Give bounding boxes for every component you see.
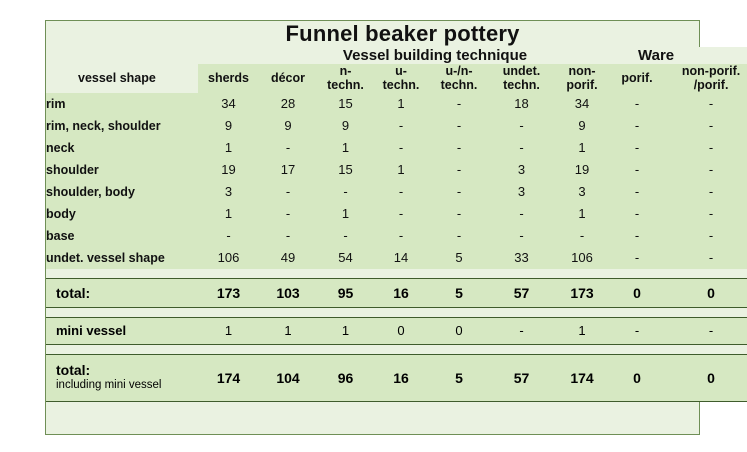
cell-shoulder-decor: 17 — [259, 159, 317, 181]
column-header-porif: porif. — [611, 64, 663, 93]
group-header-vessel-building-technique: Vessel building technique — [317, 47, 553, 64]
grand-un-techn: 5 — [428, 354, 490, 401]
cell-sb-sherds: 3 — [198, 181, 259, 203]
mini-porif: - — [611, 317, 663, 344]
cell-sb-un-techn: - — [428, 181, 490, 203]
cell-undet-undet-techn: 33 — [490, 247, 553, 269]
cell-rim-non-porif: 34 — [553, 93, 611, 115]
cell-rim-u-techn: 1 — [374, 93, 428, 115]
cell-undet-sherds: 106 — [198, 247, 259, 269]
cell-sb-decor: - — [259, 181, 317, 203]
table-row — [46, 93, 747, 115]
grand-decor: 104 — [259, 354, 317, 401]
cell-neck-un-techn: - — [428, 137, 490, 159]
grand-total-row — [46, 354, 747, 401]
column-header-row — [46, 64, 747, 93]
cell-sb-porif: - — [611, 181, 663, 203]
mini-vessel-row — [46, 317, 747, 344]
cell-base-un-techn: - — [428, 225, 490, 247]
cell-base-n-techn: - — [317, 225, 374, 247]
mini-vessel-label: mini vessel — [46, 317, 198, 344]
cell-rim-decor: 28 — [259, 93, 317, 115]
cell-undet-porif: - — [611, 247, 663, 269]
row-label-shoulder: shoulder — [46, 159, 198, 181]
mini-sherds: 1 — [198, 317, 259, 344]
cell-shoulder-undet-techn: 3 — [490, 159, 553, 181]
cell-neck-n-techn: 1 — [317, 137, 374, 159]
cell-base-non-porif-porif: - — [663, 225, 747, 247]
pottery-table-frame — [45, 20, 741, 435]
grand-undet-techn: 57 — [490, 354, 553, 401]
cell-base-non-porif: - — [553, 225, 611, 247]
group-header-ware: Ware — [553, 47, 747, 64]
cell-body-non-porif-porif: - — [663, 203, 747, 225]
cell-rns-porif: - — [611, 115, 663, 137]
cell-undet-non-porif-porif: - — [663, 247, 747, 269]
grand-non-porif-porif: 0 — [663, 354, 747, 401]
grand-total-label-sub: including mini vessel — [56, 378, 162, 391]
cell-neck-undet-techn: - — [490, 137, 553, 159]
group-header-spacer — [46, 47, 198, 64]
column-header-undet-techn: undet. techn. — [490, 64, 553, 93]
total-sherds: 173 — [198, 278, 259, 307]
cell-base-decor: - — [259, 225, 317, 247]
total-porif: 0 — [611, 278, 663, 307]
spacer-row-3 — [46, 344, 747, 354]
grand-non-porif: 174 — [553, 354, 611, 401]
cell-body-non-porif: 1 — [553, 203, 611, 225]
row-label-neck: neck — [46, 137, 198, 159]
total-row — [46, 278, 747, 307]
cell-rim-n-techn: 15 — [317, 93, 374, 115]
total-un-techn: 5 — [428, 278, 490, 307]
cell-body-un-techn: - — [428, 203, 490, 225]
cell-neck-decor: - — [259, 137, 317, 159]
row-label-body: body — [46, 203, 198, 225]
pottery-table — [46, 21, 747, 402]
table-row — [46, 247, 747, 269]
cell-sb-u-techn: - — [374, 181, 428, 203]
cell-rns-non-porif: 9 — [553, 115, 611, 137]
mini-u-techn: 0 — [374, 317, 428, 344]
total-decor: 103 — [259, 278, 317, 307]
total-non-porif: 173 — [553, 278, 611, 307]
mini-non-porif: 1 — [553, 317, 611, 344]
total-non-porif-porif: 0 — [663, 278, 747, 307]
cell-rns-un-techn: - — [428, 115, 490, 137]
total-row-label: total: — [46, 278, 198, 307]
cell-body-sherds: 1 — [198, 203, 259, 225]
title-row — [46, 21, 747, 47]
cell-base-sherds: - — [198, 225, 259, 247]
grand-sherds: 174 — [198, 354, 259, 401]
column-header-non-porif: non- porif. — [553, 64, 611, 93]
row-label-base: base — [46, 225, 198, 247]
mini-un-techn: 0 — [428, 317, 490, 344]
row-label-shoulder-body: shoulder, body — [46, 181, 198, 203]
column-header-vessel-shape: vessel shape — [46, 64, 198, 93]
row-label-rim-neck-shoulder: rim, neck, shoulder — [46, 115, 198, 137]
cell-sb-non-porif: 3 — [553, 181, 611, 203]
spacer-cell — [46, 269, 747, 279]
cell-body-u-techn: - — [374, 203, 428, 225]
cell-body-porif: - — [611, 203, 663, 225]
group-header-spacer-3 — [259, 47, 317, 64]
cell-base-u-techn: - — [374, 225, 428, 247]
cell-rns-undet-techn: - — [490, 115, 553, 137]
mini-non-porif-porif: - — [663, 317, 747, 344]
group-header-row — [46, 47, 747, 64]
cell-neck-non-porif-porif: - — [663, 137, 747, 159]
cell-base-undet-techn: - — [490, 225, 553, 247]
cell-body-decor: - — [259, 203, 317, 225]
cell-sb-non-porif-porif: - — [663, 181, 747, 203]
table-row — [46, 115, 747, 137]
cell-rim-non-porif-porif: - — [663, 93, 747, 115]
cell-body-n-techn: 1 — [317, 203, 374, 225]
cell-shoulder-n-techn: 15 — [317, 159, 374, 181]
cell-rns-u-techn: - — [374, 115, 428, 137]
column-header-u-n-techn: u-/n- techn. — [428, 64, 490, 93]
cell-rim-undet-techn: 18 — [490, 93, 553, 115]
grand-total-label-main: total: — [56, 362, 91, 379]
total-n-techn: 95 — [317, 278, 374, 307]
spacer-cell-2 — [46, 307, 747, 317]
cell-undet-decor: 49 — [259, 247, 317, 269]
cell-rns-non-porif-porif: - — [663, 115, 747, 137]
group-header-spacer-2 — [198, 47, 259, 64]
mini-decor: 1 — [259, 317, 317, 344]
cell-rns-sherds: 9 — [198, 115, 259, 137]
table-row — [46, 181, 747, 203]
cell-shoulder-porif: - — [611, 159, 663, 181]
cell-shoulder-un-techn: - — [428, 159, 490, 181]
cell-neck-sherds: 1 — [198, 137, 259, 159]
column-header-u-techn: u- techn. — [374, 64, 428, 93]
table-row — [46, 203, 747, 225]
cell-undet-non-porif: 106 — [553, 247, 611, 269]
cell-undet-n-techn: 54 — [317, 247, 374, 269]
grand-n-techn: 96 — [317, 354, 374, 401]
column-header-n-techn: n- techn. — [317, 64, 374, 93]
cell-undet-un-techn: 5 — [428, 247, 490, 269]
cell-base-porif: - — [611, 225, 663, 247]
cell-shoulder-non-porif: 19 — [553, 159, 611, 181]
total-u-techn: 16 — [374, 278, 428, 307]
spacer-row-2 — [46, 307, 747, 317]
mini-undet-techn: - — [490, 317, 553, 344]
cell-neck-u-techn: - — [374, 137, 428, 159]
cell-rns-n-techn: 9 — [317, 115, 374, 137]
cell-shoulder-u-techn: 1 — [374, 159, 428, 181]
cell-neck-non-porif: 1 — [553, 137, 611, 159]
column-header-non-porif-porif: non-porif. /porif. — [663, 64, 747, 93]
mini-n-techn: 1 — [317, 317, 374, 344]
grand-porif: 0 — [611, 354, 663, 401]
row-label-rim: rim — [46, 93, 198, 115]
cell-neck-porif: - — [611, 137, 663, 159]
row-label-undet-vessel-shape: undet. vessel shape — [46, 247, 198, 269]
cell-sb-n-techn: - — [317, 181, 374, 203]
cell-shoulder-sherds: 19 — [198, 159, 259, 181]
cell-shoulder-non-porif-porif: - — [663, 159, 747, 181]
page-title: Funnel beaker pottery — [285, 21, 520, 46]
grand-total-label — [46, 354, 198, 401]
cell-rim-sherds: 34 — [198, 93, 259, 115]
table-row — [46, 225, 747, 247]
cell-body-undet-techn: - — [490, 203, 553, 225]
column-header-decor: décor — [259, 64, 317, 93]
spacer-cell-3 — [46, 344, 747, 354]
cell-rim-un-techn: - — [428, 93, 490, 115]
table-row — [46, 159, 747, 181]
total-undet-techn: 57 — [490, 278, 553, 307]
cell-rim-porif: - — [611, 93, 663, 115]
table-row — [46, 137, 747, 159]
cell-sb-undet-techn: 3 — [490, 181, 553, 203]
column-header-sherds: sherds — [198, 64, 259, 93]
spacer-row — [46, 269, 747, 279]
cell-undet-u-techn: 14 — [374, 247, 428, 269]
grand-u-techn: 16 — [374, 354, 428, 401]
cell-rns-decor: 9 — [259, 115, 317, 137]
